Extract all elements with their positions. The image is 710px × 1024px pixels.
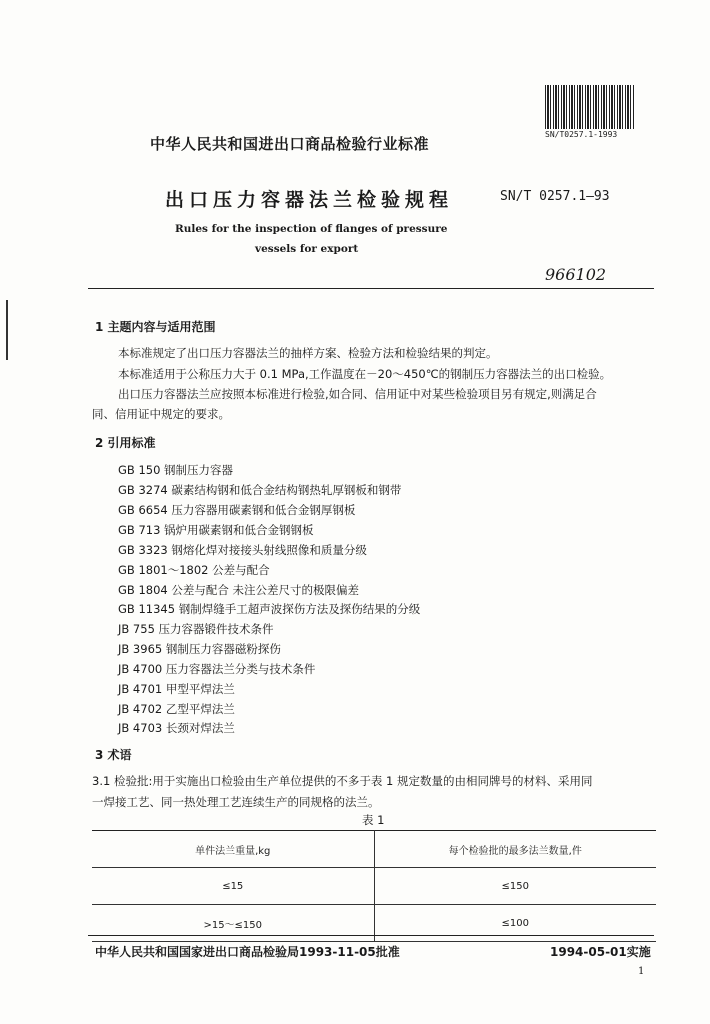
handwritten-number: 966102 [545,265,607,284]
section1-para3b: 同、信用证中规定的要求。 [92,407,230,421]
ref-item: GB 713 锅炉用碳素钢和低合金钢钢板 [118,523,314,537]
section3-heading: 3 术语 [95,748,132,762]
english-title-line1: Rules for the inspection of flanges of pressure [175,223,448,235]
ref-item: JB 4700 压力容器法兰分类与技术条件 [118,662,316,676]
ref-item: JB 755 压力容器锻件技术条件 [118,622,274,636]
table-header-cell: 单件法兰重量,kg [92,831,374,868]
ref-item: JB 4702 乙型平焊法兰 [118,702,235,716]
english-title-line2: vessels for export [255,243,359,255]
ref-item: JB 4701 甲型平焊法兰 [118,682,235,696]
table-row [92,868,656,905]
table-cell: ≤15 [92,868,374,905]
barcode [545,85,635,129]
ref-item: JB 3965 钢制压力容器磁粉探伤 [118,642,281,656]
ref-item: GB 3274 碳素结构钢和低合金结构钢热轧厚钢板和钢带 [118,483,402,497]
issuing-organization: 中华人民共和国进出口商品检验行业标准 [150,135,430,153]
document-title: 出口压力容器法兰检验规程 [165,189,454,211]
table-1 [92,830,656,942]
table-cell: ≤150 [501,880,529,892]
table-caption: 表 1 [362,813,385,827]
ref-item: GB 1801～1802 公差与配合 [118,563,270,577]
scan-mark [6,300,11,360]
effective-date: 1994-05-01实施 [550,945,651,959]
section1-para1: 本标准规定了出口压力容器法兰的抽样方案、检验方法和检验结果的判定。 [118,346,498,360]
section1-para2: 本标准适用于公称压力大于 0.1 MPa,工作温度在－20～450℃的钢制压力容器法兰的出口检验。 [118,367,612,381]
section3-para1a: 3.1 检验批:用于实施出口检验由生产单位提供的不多于表 1 规定数量的由相同牌号的材料、采用同 [92,774,593,788]
section1-heading: 1 主题内容与适用范围 [95,320,216,334]
ref-item: JB 4703 长颈对焊法兰 [118,721,235,735]
barcode-text: SN/T0257.1-1993 [545,130,618,139]
table-header-row [92,831,656,868]
section1-para3a: 出口压力容器法兰应按照本标准进行检验,如合同、信用证中对某些检验项目另有规定,则满足合 [118,387,597,401]
ref-item: GB 11345 钢制焊缝手工超声波探伤方法及探伤结果的分级 [118,602,421,616]
header-rule [88,288,654,289]
table-header-cell: 每个检验批的最多法兰数量,件 [448,845,582,857]
ref-item: GB 6654 压力容器用碳素钢和低合金钢厚钢板 [118,503,356,517]
approval-text: 中华人民共和国国家进出口商品检验局1993-11-05批准 [95,945,400,959]
ref-item: GB 1804 公差与配合 未注公差尺寸的极限偏差 [118,583,360,597]
ref-item: GB 150 钢制压力容器 [118,463,234,477]
ref-item: GB 3323 钢熔化焊对接接头射线照像和质量分级 [118,543,367,557]
page-number: 1 [638,966,645,977]
section3-para1b: 一焊接工艺、同一热处理工艺连续生产的同规格的法兰。 [92,795,380,809]
standard-code: SN/T 0257.1—93 [500,189,610,204]
table-cell: ≤100 [501,917,529,929]
footer-rule [88,935,654,936]
section2-heading: 2 引用标准 [95,436,156,450]
table-cell: >15～≤150 [92,905,374,942]
